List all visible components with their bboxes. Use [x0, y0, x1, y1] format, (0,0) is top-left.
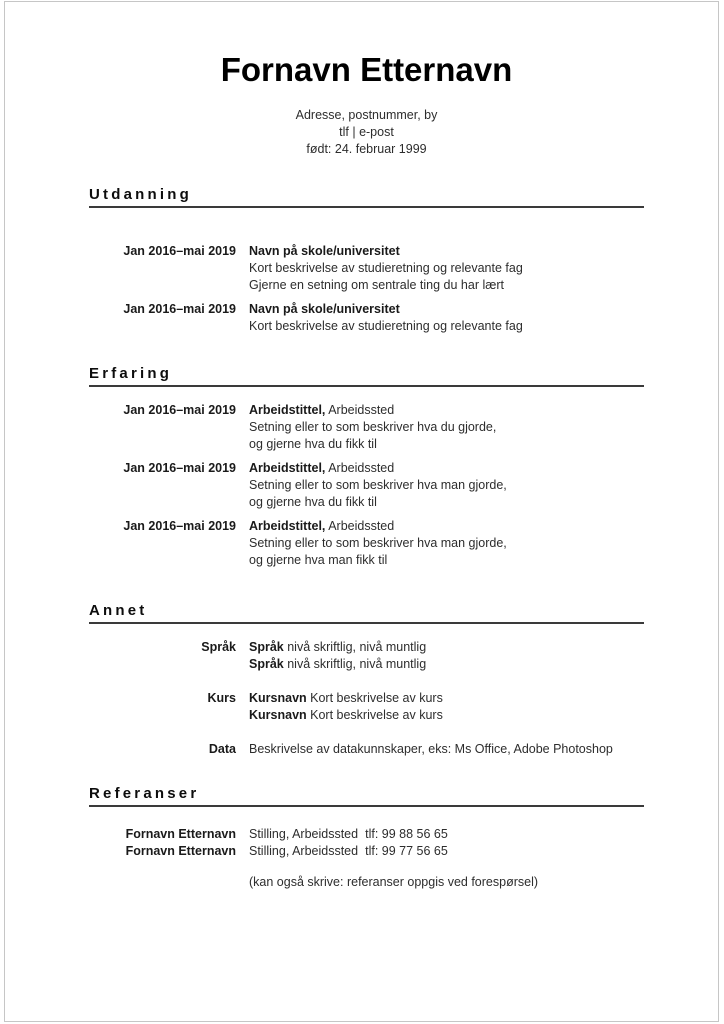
entry-date: Jan 2016–mai 2019	[123, 244, 236, 258]
other-group-languages	[89, 639, 644, 673]
entry-title: Navn på skole/universitet	[249, 244, 400, 258]
references-note: (kan også skrive: referanser oppgis ved forespørsel)	[249, 875, 539, 889]
course-description: Kort beskrivelse av kurs	[306, 691, 443, 705]
language-line	[249, 639, 644, 656]
reference-entry	[89, 843, 644, 860]
entry-date: Jan 2016–mai 2019	[123, 461, 236, 475]
entry-details	[249, 460, 644, 511]
entry-description: Setning eller to som beskriver hva man gjorde,	[249, 478, 507, 492]
language-level: nivå skriftlig, nivå muntlig	[283, 657, 427, 671]
course-description: Kort beskrivelse av kurs	[306, 708, 443, 722]
contact-address: Adresse, postnummer, by	[295, 108, 438, 122]
group-label: Data	[208, 742, 236, 756]
group-details	[249, 639, 644, 673]
group-label: Kurs	[207, 691, 236, 705]
entry-date: Jan 2016–mai 2019	[123, 403, 236, 417]
entry-description: Setning eller to som beskriver hva du gjorde,	[249, 420, 497, 434]
entry-description: og gjerne hva du fikk til	[249, 495, 377, 509]
job-title: Arbeidstittel,	[249, 519, 326, 533]
entry-description: og gjerne hva man fikk til	[249, 553, 388, 567]
contact-phone-email: tlf | e-post	[339, 125, 394, 139]
entry-title	[249, 518, 644, 535]
entry-details	[249, 402, 644, 453]
contact-block	[89, 107, 644, 158]
reference-role: Stilling, Arbeidssted	[249, 827, 359, 841]
entry-description: Gjerne en setning om sentrale ting du har lært	[249, 278, 504, 292]
entry-description: Kort beskrivelse av studieretning og relevante fag	[249, 261, 523, 275]
section-other	[89, 603, 644, 758]
entry-description: Setning eller to som beskriver hva man gjorde,	[249, 536, 507, 550]
entry-date: Jan 2016–mai 2019	[123, 519, 236, 533]
entry-details	[249, 518, 644, 569]
other-body	[89, 639, 644, 758]
experience-entry	[89, 518, 644, 569]
education-entry	[89, 301, 644, 335]
references-body	[89, 826, 644, 891]
spacer	[89, 874, 236, 891]
reference-name: Fornavn Etternavn	[125, 827, 236, 841]
section-experience	[89, 366, 644, 569]
education-body	[89, 243, 644, 335]
language-name: Språk	[249, 640, 284, 654]
experience-entry	[89, 460, 644, 511]
section-heading-other: Annet	[89, 603, 644, 624]
cv-page	[4, 1, 719, 1022]
language-name: Språk	[249, 657, 284, 671]
reference-entry	[89, 826, 644, 843]
entry-date: Jan 2016–mai 2019	[123, 302, 236, 316]
entry-description: Kort beskrivelse av studieretning og relevante fag	[249, 319, 523, 333]
group-label: Språk	[201, 640, 236, 654]
education-entry	[89, 243, 644, 294]
references-note-row	[89, 874, 644, 891]
job-place: Arbeidssted	[325, 403, 395, 417]
section-heading-education: Utdanning	[89, 187, 644, 208]
course-name: Kursnavn	[249, 708, 307, 722]
other-group-courses	[89, 690, 644, 724]
contact-birthdate: født: 24. februar 1999	[306, 142, 427, 156]
other-group-computer-skills	[89, 741, 644, 758]
entry-title	[249, 402, 644, 419]
language-level: nivå skriftlig, nivå muntlig	[283, 640, 427, 654]
entry-description: og gjerne hva du fikk til	[249, 437, 377, 451]
job-title: Arbeidstittel,	[249, 403, 326, 417]
section-heading-experience: Erfaring	[89, 366, 644, 387]
group-details	[249, 690, 644, 724]
section-heading-references: Referanser	[89, 786, 644, 807]
entry-title: Navn på skole/universitet	[249, 302, 400, 316]
entry-title	[249, 460, 644, 477]
page-title: Fornavn Etternavn	[220, 51, 513, 88]
job-place: Arbeidssted	[325, 461, 395, 475]
job-place: Arbeidssted	[325, 519, 395, 533]
job-title: Arbeidstittel,	[249, 461, 326, 475]
computer-skills-line: Beskrivelse av datakunnskaper, eks: Ms Office, Adobe Photoshop	[249, 742, 613, 756]
course-name: Kursnavn	[249, 691, 307, 705]
section-education	[89, 187, 644, 335]
cv-content	[89, 51, 644, 891]
course-line	[249, 707, 644, 724]
reference-details	[249, 826, 644, 843]
course-line	[249, 690, 644, 707]
language-line	[249, 656, 644, 673]
experience-entry	[89, 402, 644, 453]
entry-details	[249, 301, 644, 335]
entry-details	[249, 243, 644, 294]
reference-phone: tlf: 99 88 56 65	[365, 827, 448, 841]
section-references	[89, 786, 644, 891]
experience-body	[89, 402, 644, 569]
reference-name: Fornavn Etternavn	[125, 844, 236, 858]
reference-details	[249, 843, 644, 860]
reference-phone: tlf: 99 77 56 65	[365, 844, 448, 858]
group-details	[249, 741, 644, 758]
reference-role: Stilling, Arbeidssted	[249, 844, 359, 858]
